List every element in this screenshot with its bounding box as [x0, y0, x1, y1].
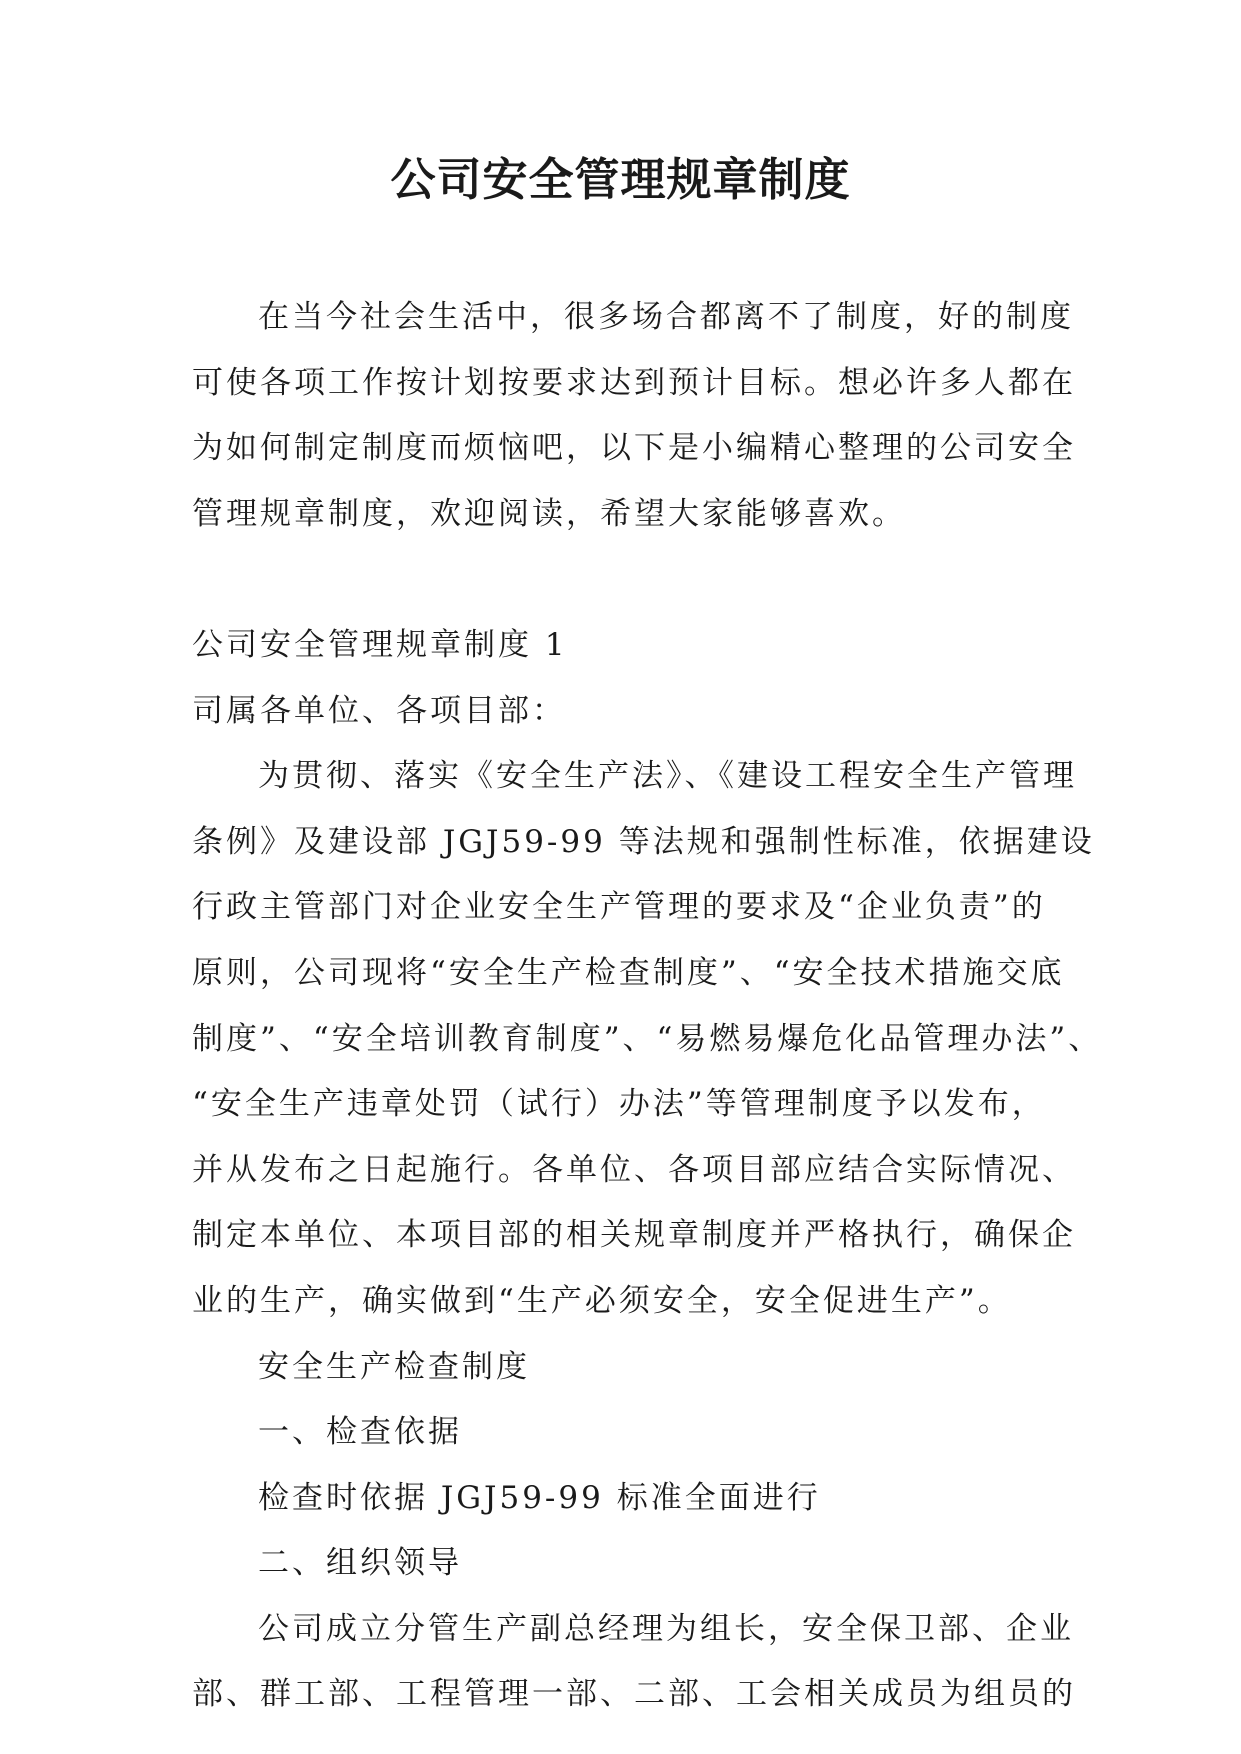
intro-line: 在当今社会生活中，很多场合都离不了制度，好的制度	[258, 299, 1074, 335]
paragraph-line: “安全生产违章处罚（试行）办法”等管理制度予以发布，	[192, 1086, 1046, 1123]
subheading: 安全生产检查制度	[258, 1348, 530, 1385]
salutation: 司属各单位、各项目部：	[192, 692, 566, 729]
paragraph-line: 制定本单位、本项目部的相关规章制度并严格执行，确保企	[192, 1217, 1076, 1254]
paragraph-line: 并从发布之日起施行。各单位、各项目部应结合实际情况、	[192, 1151, 1076, 1188]
paragraph-line: 业的生产，确实做到“生产必须安全，安全促进生产”。	[192, 1282, 1012, 1319]
paragraph-gap	[192, 547, 1072, 613]
item-title: 一、检查依据	[258, 1414, 462, 1451]
document-title: 公司安全管理规章制度	[390, 153, 851, 206]
document-body	[192, 285, 1103, 1728]
paragraph-line: 原则，公司现将“安全生产检查制度”、“安全技术措施交底	[192, 954, 1065, 991]
item-title: 二、组织领导	[258, 1545, 462, 1582]
intro-line: 管理规章制度，欢迎阅读，希望大家能够喜欢。	[192, 495, 906, 532]
intro-line: 为如何制定制度而烦恼吧，以下是小编精心整理的公司安全	[192, 430, 1076, 467]
item-line: 公司成立分管生产副总经理为组长，安全保卫部、企业	[258, 1610, 1074, 1647]
intro-line: 可使各项工作按计划按要求达到预计目标。想必许多人都在	[192, 364, 1076, 401]
section-heading: 公司安全管理规章制度 1	[192, 626, 568, 663]
item-line: 部、群工部、工程管理一部、二部、工会相关成员为组员的	[192, 1676, 1076, 1713]
paragraph-line: 条例》及建设部 JGJ59-99 等法规和强制性标准，依据建设	[192, 823, 1095, 860]
paragraph-line: 行政主管部门对企业安全生产管理的要求及“企业负责”的	[192, 889, 1046, 926]
item-text: 检查时依据 JGJ59-99 标准全面进行	[258, 1479, 821, 1516]
paragraph-line: 为贯彻、落实《安全生产法》、《建设工程安全生产管理	[258, 758, 1077, 795]
paragraph-line: 制度”、“安全培训教育制度”、“易燃易爆危化品管理办法”、	[192, 1020, 1103, 1057]
